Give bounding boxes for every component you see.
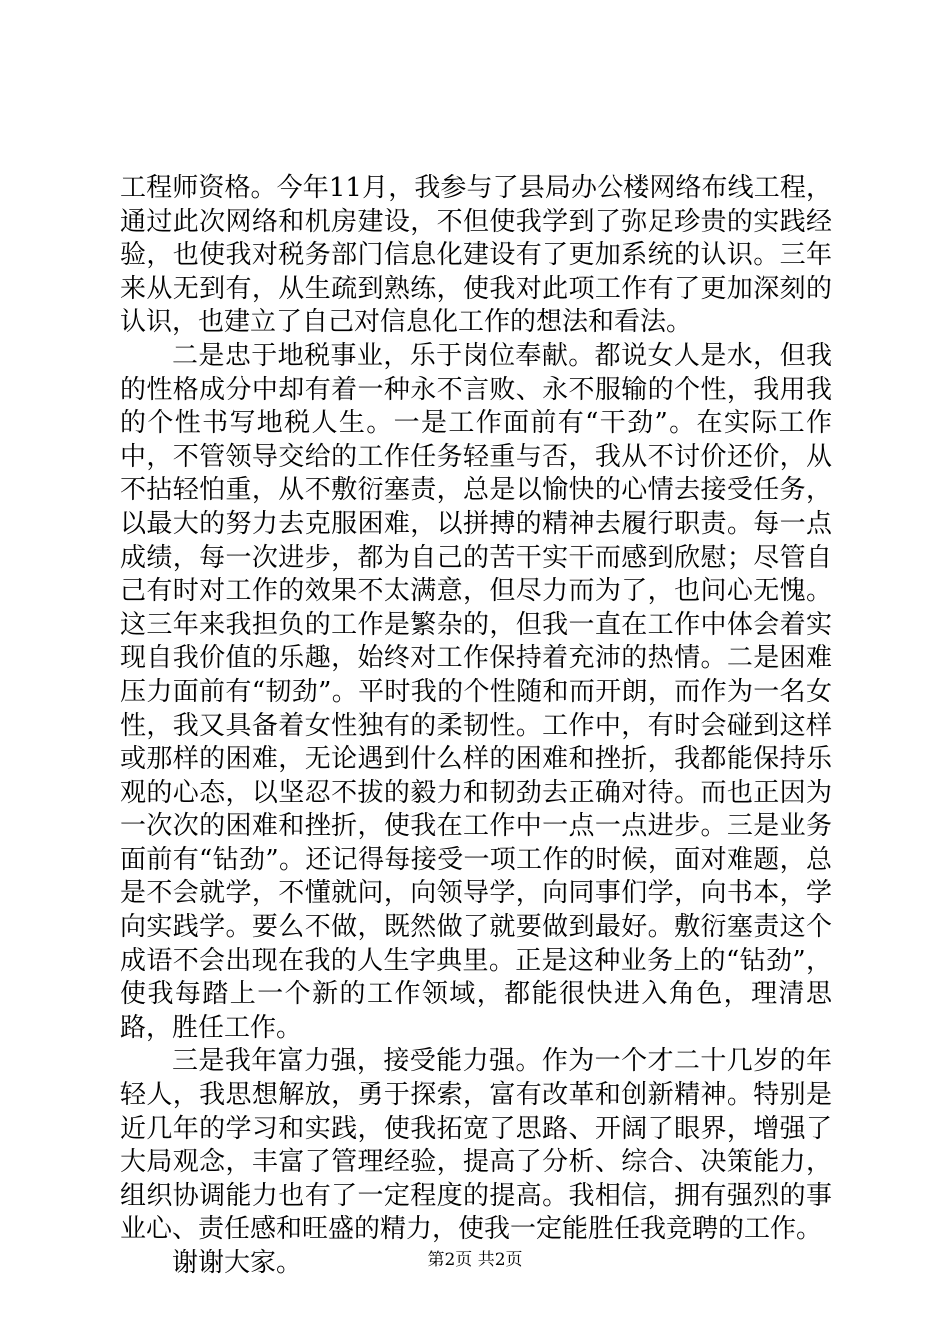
paragraph-3: 三是我年富力强，接受能力强。作为一个才二十几岁的年轻人，我思想解放，勇于探索，富有改革和创新精神。特别是近几年的学习和实践，使我拓宽了思路、开阔了眼界，增强了大局观念，丰富了管理经验，提高了分析、综合、决策能力，组织协调能力也有了一定程度的提高。我相信，拥有强烈的事业心、责任感和旺盛的精力，使我一定能胜任我竞聘的工作。 [120,1046,832,1245]
document-body [120,172,832,1281]
paragraph-4: 谢谢大家。 [172,1248,303,1278]
paragraph-1: 工程师资格。今年11月，我参与了县局办公楼网络布线工程，通过此次网络和机房建设，不但使我学到了弥足珍贵的实践经验，也使我对税务部门信息化建设有了更加系统的认识。三年来从无到有，从生疏到熟练，使我对此项工作有了更加深刻的认识，也建立了自己对信息化工作的想法和看法。 [120,173,832,338]
paragraph-2: 二是忠于地税事业，乐于岗位奉献。都说女人是水，但我的性格成分中却有着一种永不言败、永不服输的个性，我用我的个性书写地税人生。一是工作面前有“干劲”。在实际工作中，不管领导交给的工作任务轻重与否，我从不讨价还价，从不拈轻怕重，从不敷衍塞责，总是以愉快的心情去接受任务，以最大的努力去克服困难，以拼搏的精神去履行职责。每一点成绩，每一次进步，都为自己的苦干实干而感到欣慰；尽管自己有时对工作的效果不太满意，但尽力而为了，也问心无愧。这三年来我担负的工作是繁杂的，但我一直在工作中体会着实现自我价值的乐趣，始终对工作保持着充沛的热情。二是困难压力面前有“韧劲”。平时我的个性随和而开朗，而作为一名女性，我又具备着女性独有的柔韧性。工作中，有时会碰到这样或那样的困难，无论遇到什么样的困难和挫折，我都能保持乐观的心态，以坚忍不拔的毅力和韧劲去正确对待。而也正因为一次次的困难和挫折，使我在工作中一点一点进步。三是业务面前有“钻劲”。还记得每接受一项工作的时候，面对难题，总是不会就学，不懂就问，向领导学，向同事们学，向书本，学向实践学。要么不做，既然做了就要做到最好。敷衍塞责这个成语不会出现在我的人生字典里。正是这种业务上的“钻劲”，使我每踏上一个新的工作领域，都能很快进入角色，理清思路，胜任工作。 [120,340,832,1043]
page-footer: 第2页 共2页 [427,1250,523,1270]
